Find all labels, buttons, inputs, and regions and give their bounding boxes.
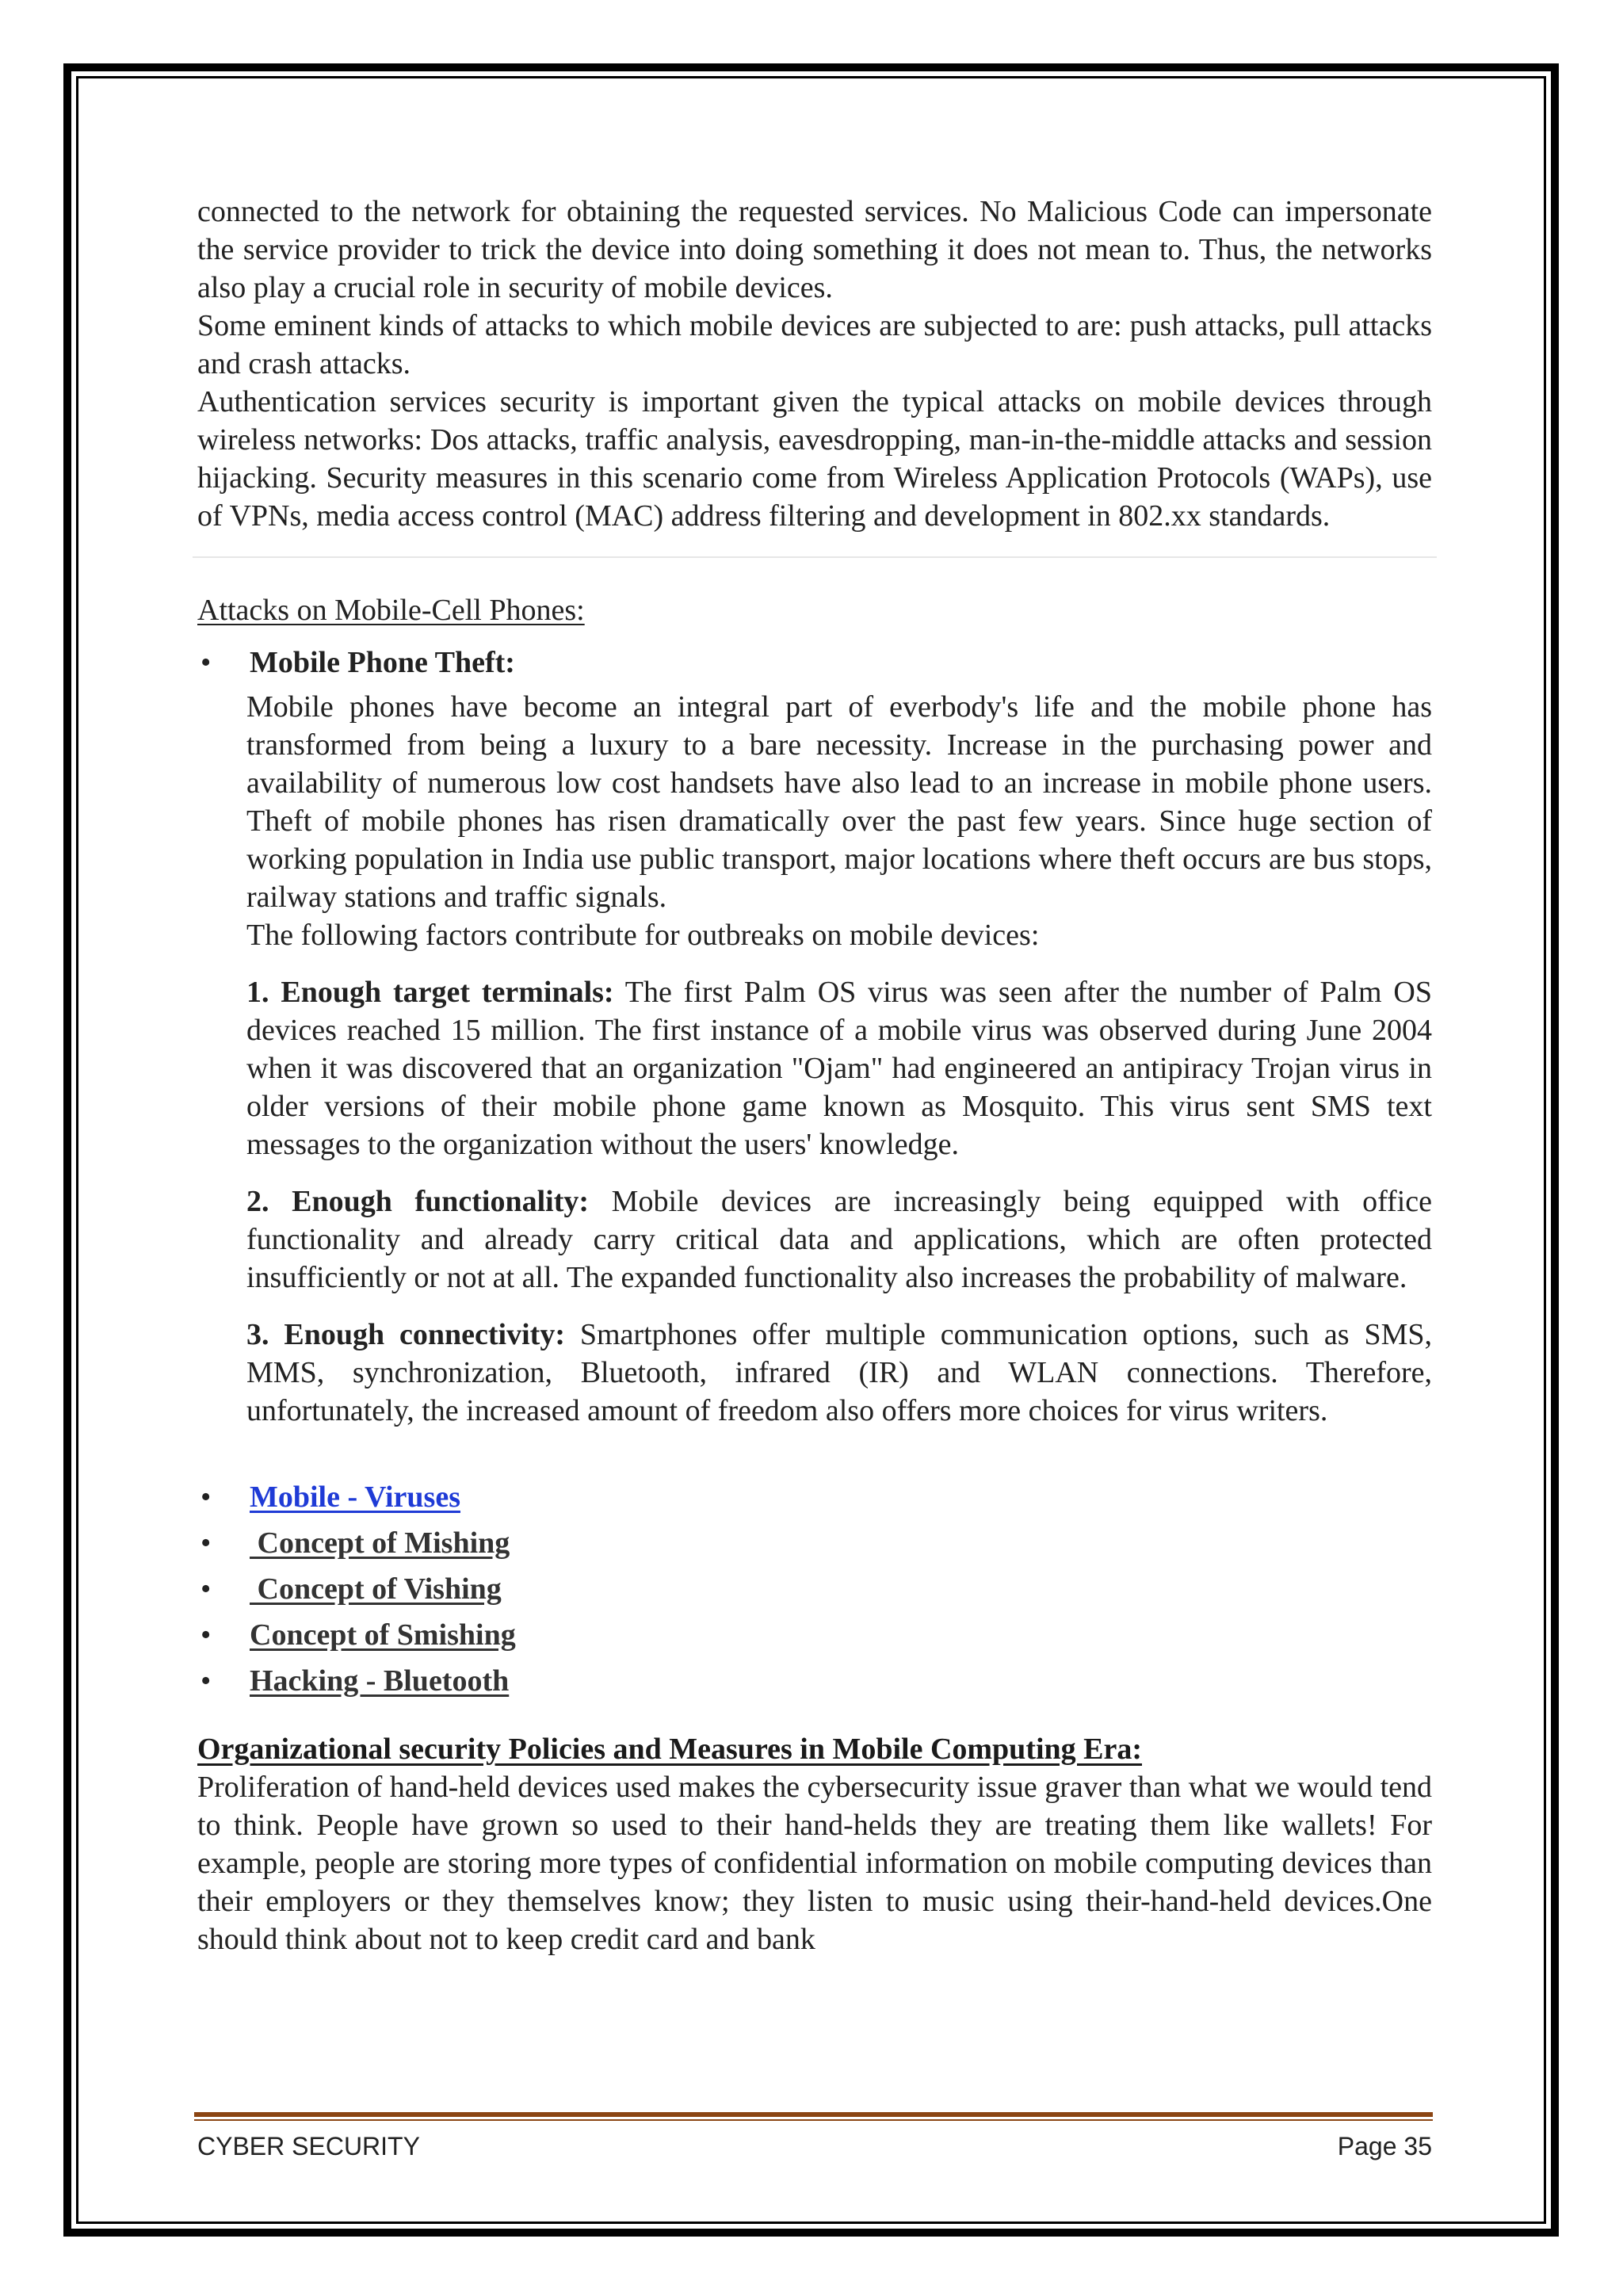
page-number: Page 35	[1337, 2132, 1432, 2160]
factor-label: 3. Enough connectivity:	[246, 1318, 565, 1351]
attacks-heading: Attacks on Mobile-Cell Phones:	[197, 594, 585, 627]
link-hacking-bluetooth[interactable]: Hacking - Bluetooth	[250, 1664, 510, 1698]
theft-section	[197, 688, 1432, 1430]
page-content	[197, 193, 1432, 1958]
bullet-icon: •	[200, 1480, 212, 1514]
link-concept-of-vishing[interactable]: Concept of Vishing	[250, 1572, 502, 1606]
link-concept-of-smishing[interactable]: Concept of Smishing	[250, 1618, 516, 1652]
footer-rule-thick	[194, 2112, 1433, 2117]
factor-text: Mobile devices are increasingly being equipped with office functionality and already carry critical data and applications, which are often protected insufficiently or not at all. The expanded functionality also increases the probability of malware.	[246, 1185, 1432, 1294]
list-item	[148, 1478, 1432, 1524]
link-mobile-viruses[interactable]: Mobile - Viruses	[250, 1480, 460, 1514]
factors-intro: The following factors contribute for outbreaks on mobile devices:	[246, 919, 1040, 952]
list-item	[148, 1524, 1432, 1570]
factor-item	[246, 1316, 1432, 1430]
intro-paragraph-2: Some eminent kinds of attacks to which mobile devices are subjected to are: push attacks, pull attacks and crash attacks.	[197, 309, 1432, 380]
factor-text: Smartphones offer multiple communication options, such as SMS, MMS, synchronization, Bluetooth, infrared (IR) and WLAN connections. Therefore, unfortunately, the increased amount of freedom also offers more choices for virus writers.	[246, 1318, 1432, 1427]
list-item	[148, 1662, 1432, 1708]
org-heading: Organizational security Policies and Measures in Mobile Computing Era:	[197, 1733, 1143, 1766]
bullet-icon: •	[200, 646, 212, 679]
org-body: Proliferation of hand-held devices used makes the cybersecurity issue graver than what we would tend to think. People have grown so used to their hand-helds they are treating them like wallets! For example, people are storing more types of confidential information on mobile computing devices than their employers or they themselves know; they listen to music using their-hand-held devices.One should think about not to keep credit card and bank	[197, 1771, 1432, 1956]
footer-rule	[194, 2112, 1433, 2121]
bullet-icon: •	[200, 1664, 212, 1698]
factor-label: 2. Enough functionality:	[246, 1185, 590, 1218]
page-footer	[197, 2132, 1432, 2161]
theft-body: Mobile phones have become an integral part of everbody's life and the mobile phone has transformed from being a luxury to a bare necessity. Increase in the purchasing power and availability of numerous low cost handsets have also lead to an increase in mobile phone users. Theft of mobile phones has risen dramatically over the past few years. Since huge section of working population in India use public transport, major locations where theft occurs are bus stops, railway stations and traffic signals.	[246, 690, 1432, 914]
theft-bullet-row	[148, 644, 1432, 682]
factor-item	[246, 973, 1432, 1163]
factor-item	[246, 1182, 1432, 1297]
footer-title: CYBER SECURITY	[197, 2132, 420, 2160]
bullet-icon: •	[200, 1526, 212, 1560]
factor-label: 1. Enough target terminals:	[246, 976, 614, 1009]
intro-paragraph-3: Authentication services security is important given the typical attacks on mobile devices through wireless networks: Dos attacks, traffic analysis, eavesdropping, man-in-the-middle attacks and session hijacking. Security measures in this scenario come from Wireless Application Protocols (WAPs), use of VPNs, media access control (MAC) address filtering and development in 802.xx standards.	[197, 385, 1432, 533]
topic-link-list	[148, 1478, 1432, 1708]
divider	[193, 556, 1437, 558]
list-item	[148, 1570, 1432, 1616]
theft-title: Mobile Phone Theft:	[250, 646, 515, 679]
factor-text: The first Palm OS virus was seen after the number of Palm OS devices reached 15 million. The first instance of a mobile virus was observed during June 2004 when it was discovered that an organization "Ojam" had engineered an antipiracy Trojan virus in older versions of their mobile phone game known as Mosquito. This virus sent SMS text messages to the organization without the users' knowledge.	[246, 976, 1432, 1161]
link-concept-of-mishing[interactable]: Concept of Mishing	[250, 1526, 510, 1560]
bullet-icon: •	[200, 1618, 212, 1652]
bullet-icon: •	[200, 1572, 212, 1606]
footer-rule-thin	[194, 2119, 1433, 2121]
intro-paragraph-1: connected to the network for obtaining the requested services. No Malicious Code can impersonate the service provider to trick the device into doing something it does not mean to. Thus, the networks also play a crucial role in security of mobile devices.	[197, 195, 1432, 304]
list-item	[148, 1616, 1432, 1662]
